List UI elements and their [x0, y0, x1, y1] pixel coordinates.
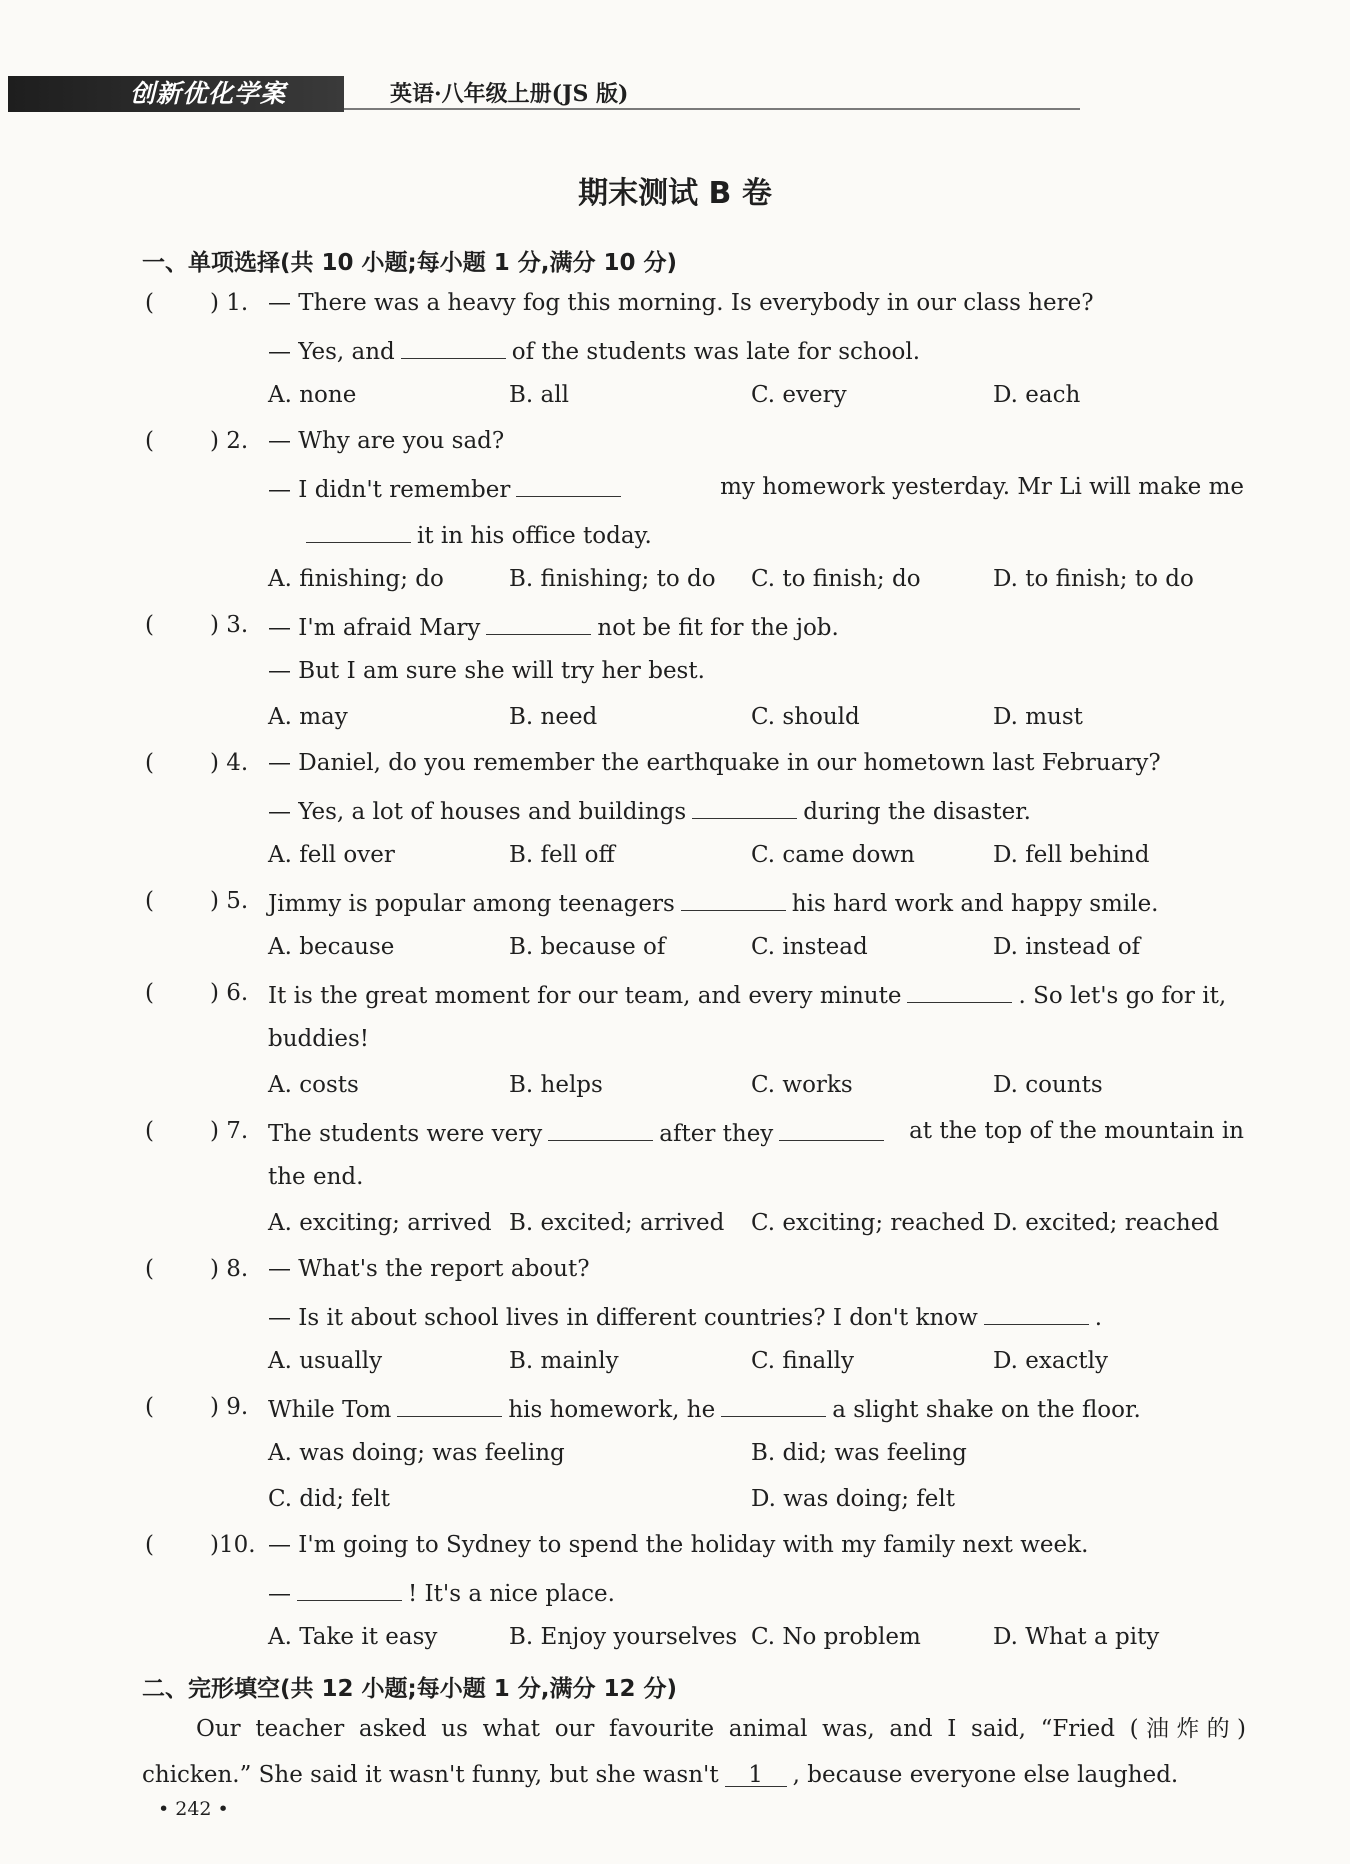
q3-option-d: D. must: [993, 704, 1083, 730]
passage-line-1: Our teacher asked us what our favourite animal was, and I said, “Fried (油炸的): [196, 1716, 1246, 1742]
q10-line-2: — ! It's a nice place.: [268, 1578, 615, 1607]
answer-paren-5: ( ) 5.: [145, 888, 249, 914]
q7-option-d: D. excited; reached: [993, 1210, 1220, 1236]
q7-line-1: The students were very after they at the top of the mountain in: [268, 1118, 1244, 1147]
blank: [907, 980, 1012, 1003]
q8-option-c: C. finally: [751, 1348, 854, 1374]
q4-option-c: C. came down: [751, 842, 915, 868]
blank-1: 1: [725, 1764, 787, 1787]
q5-option-b: B. because of: [509, 934, 666, 960]
page-header: [8, 76, 1080, 112]
q2-option-c: C. to finish; do: [751, 566, 921, 592]
q5-option-d: D. instead of: [993, 934, 1141, 960]
blank: [306, 520, 411, 543]
q6-option-d: D. counts: [993, 1072, 1103, 1098]
blank: [548, 1118, 653, 1141]
book-title: 英语·八年级上册(JS 版): [390, 81, 629, 107]
q10-option-d: D. What a pity: [993, 1624, 1160, 1650]
q4-option-b: B. fell off: [509, 842, 615, 868]
q8-option-d: D. exactly: [993, 1348, 1109, 1374]
blank: [681, 888, 786, 911]
q8-option-a: A. usually: [268, 1348, 383, 1374]
q2-line-3: it in his office today.: [300, 520, 652, 549]
answer-paren-8: ( ) 8.: [145, 1256, 249, 1282]
q2-line-2: — I didn't remember my homework yesterday. Mr Li will make me: [268, 474, 1244, 503]
q9-option-b: B. did; was feeling: [751, 1440, 967, 1466]
q5-option-a: A. because: [268, 934, 395, 960]
section-1-heading: 一、单项选择(共 10 小题;每小题 1 分,满分 10 分): [142, 250, 678, 276]
q6-line-2: buddies!: [268, 1026, 369, 1052]
q4-option-d: D. fell behind: [993, 842, 1150, 868]
q9-option-d: D. was doing; felt: [751, 1486, 956, 1512]
q9-option-a: A. was doing; was feeling: [268, 1440, 565, 1466]
q4-option-a: A. fell over: [268, 842, 395, 868]
answer-paren-9: ( ) 9.: [145, 1394, 249, 1420]
q8-line-1: — What's the report about?: [268, 1256, 590, 1282]
answer-paren-6: ( ) 6.: [145, 980, 249, 1006]
blank: [692, 796, 797, 819]
q7-option-b: B. excited; arrived: [509, 1210, 725, 1236]
blank: [397, 1394, 502, 1417]
q7-option-a: A. exciting; arrived: [268, 1210, 492, 1236]
page-number: • 242 •: [158, 1798, 229, 1820]
q3-option-b: B. need: [509, 704, 598, 730]
q10-option-a: A. Take it easy: [268, 1624, 438, 1650]
header-rule: [344, 108, 1080, 110]
cloze-passage: [142, 1706, 1246, 1798]
q3-line-1: — I'm afraid Mary not be fit for the job.: [268, 612, 839, 641]
q6-option-a: A. costs: [268, 1072, 359, 1098]
q2-option-b: B. finishing; to do: [509, 566, 716, 592]
q4-line-1: — Daniel, do you remember the earthquake in our hometown last February?: [268, 750, 1161, 776]
q9-option-c: C. did; felt: [268, 1486, 390, 1512]
blank: [486, 612, 591, 635]
q7-line-2: the end.: [268, 1164, 364, 1190]
q1-line-1: — There was a heavy fog this morning. Is everybody in our class here?: [268, 290, 1094, 316]
q7-option-c: C. exciting; reached: [751, 1210, 985, 1236]
answer-paren-4: ( ) 4.: [145, 750, 249, 776]
answer-paren-3: ( ) 3.: [145, 612, 249, 638]
blank: [401, 336, 506, 359]
page-title: 期末测试 B 卷: [578, 176, 772, 211]
answer-paren-7: ( ) 7.: [145, 1118, 249, 1144]
answer-paren-10: ( )10.: [145, 1532, 256, 1558]
blank: [984, 1302, 1089, 1325]
q10-option-c: C. No problem: [751, 1624, 921, 1650]
q1-option-b: B. all: [509, 382, 569, 408]
blank: [779, 1118, 884, 1141]
section-2-heading: 二、完形填空(共 12 小题;每小题 1 分,满分 12 分): [142, 1676, 678, 1702]
q6-option-c: C. works: [751, 1072, 853, 1098]
q8-line-2: — Is it about school lives in different countries? I don't know .: [268, 1302, 1102, 1331]
blank: [297, 1578, 402, 1601]
brand-banner: 创新优化学案: [8, 76, 344, 112]
q9-line-1: While Tom his homework, he a slight shake on the floor.: [268, 1394, 1141, 1423]
q6-line-1: It is the great moment for our team, and every minute . So let's go for it,: [268, 980, 1226, 1009]
q3-option-a: A. may: [268, 704, 348, 730]
q2-option-d: D. to finish; to do: [993, 566, 1194, 592]
q3-option-c: C. should: [751, 704, 860, 730]
answer-paren-2: ( ) 2.: [145, 428, 249, 454]
passage-line-2: chicken.” She said it wasn't funny, but she wasn't 1 , because everyone else laughed.: [142, 1762, 1179, 1788]
q5-option-c: C. instead: [751, 934, 868, 960]
q5-line-1: Jimmy is popular among teenagers his hard work and happy smile.: [268, 888, 1159, 917]
q10-option-b: B. Enjoy yourselves: [509, 1624, 738, 1650]
q1-option-c: C. every: [751, 382, 847, 408]
q2-option-a: A. finishing; do: [268, 566, 444, 592]
q3-line-2: — But I am sure she will try her best.: [268, 658, 705, 684]
q4-line-2: — Yes, a lot of houses and buildings during the disaster.: [268, 796, 1031, 825]
blank: [516, 474, 621, 497]
q6-option-b: B. helps: [509, 1072, 603, 1098]
q8-option-b: B. mainly: [509, 1348, 619, 1374]
q1-line-2: — Yes, and of the students was late for school.: [268, 336, 920, 365]
q10-line-1: — I'm going to Sydney to spend the holiday with my family next week.: [268, 1532, 1089, 1558]
q1-option-d: D. each: [993, 382, 1081, 408]
blank: [721, 1394, 826, 1417]
q2-line-1: — Why are you sad?: [268, 428, 505, 454]
q1-option-a: A. none: [268, 382, 357, 408]
answer-paren-1: ( ) 1.: [145, 290, 249, 316]
